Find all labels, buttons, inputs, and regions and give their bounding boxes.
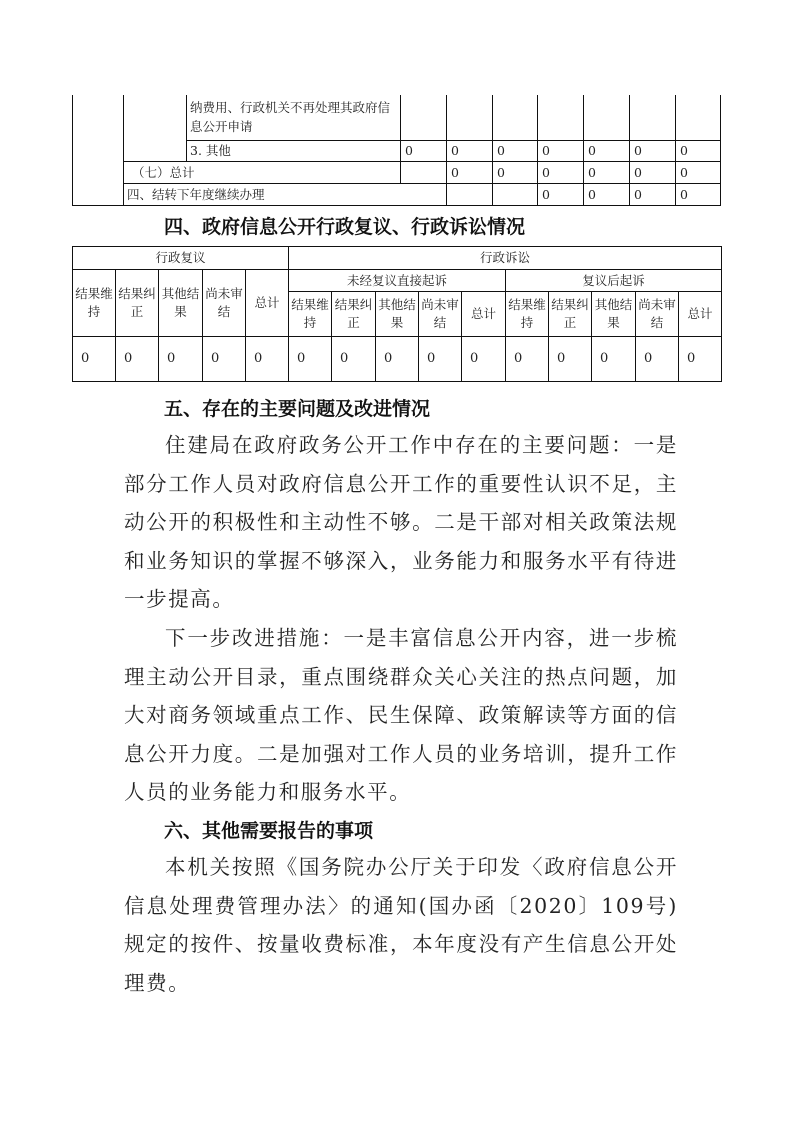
header-suit-after-review: 复议后起诉	[506, 270, 722, 292]
cell-value: 0	[592, 337, 636, 382]
section-6-heading: 六、其他需要报告的事项	[164, 819, 374, 842]
col-header: 结果纠正	[116, 270, 159, 337]
cell-value	[538, 95, 584, 140]
col-header: 其他结果	[159, 270, 203, 337]
cell-value: 0	[447, 161, 493, 183]
cell-value: 0	[246, 337, 289, 382]
cell-value: 0	[538, 183, 584, 205]
col-header: 结果维持	[73, 270, 116, 337]
cell-value: 0	[676, 183, 721, 205]
row-label: （七）总计	[124, 161, 401, 183]
col-header: 尚未审结	[636, 292, 679, 337]
header-admin-litigation: 行政诉讼	[289, 247, 722, 270]
cell-value: 0	[203, 337, 246, 382]
col-header: 总计	[462, 292, 506, 337]
cell-value: 0	[630, 161, 676, 183]
col-header: 总计	[246, 270, 289, 337]
report-body	[124, 396, 678, 1002]
cell-value: 0	[630, 140, 676, 161]
cell-value: 0	[636, 337, 679, 382]
col-header: 其他结果	[376, 292, 419, 337]
header-admin-review: 行政复议	[73, 247, 289, 270]
cell-value: 0	[376, 337, 419, 382]
cell-value: 0	[538, 140, 584, 161]
cell-value: 0	[630, 183, 676, 205]
cell-value: 0	[549, 337, 592, 382]
section-6-paragraph-fees: 本机关按照《国务院办公厅关于印发〈政府信息公开信息处理费管理办法〉的通知(国办函〔2020〕109号)规定的按件、按量收费标准，本年度没有产生信息公开处理费。	[124, 854, 678, 995]
section-5-paragraph-problems: 住建局在政府政务公开工作中存在的主要问题：一是部分工作人员对政府信息公开工作的重要性认识不足，主动公开的积极性和主动性不够。二是干部对相关政策法规和业务知识的掌握不够深入，业务能力和服务水平有待进一步提高。	[124, 433, 678, 612]
cell-value: 0	[493, 161, 538, 183]
cell-value	[401, 161, 447, 183]
cell-value	[447, 183, 493, 205]
cell-value	[584, 95, 630, 140]
cell-value: 0	[679, 337, 722, 382]
col-header: 结果纠正	[332, 292, 376, 337]
cell-value	[493, 183, 538, 205]
cell-value: 0	[506, 337, 549, 382]
row-label: 四、结转下年度继续办理	[124, 183, 447, 205]
table-row	[73, 337, 722, 382]
table-row	[73, 183, 721, 205]
row-label: 纳费用、行政机关不再处理其政府信息公开申请	[187, 95, 401, 140]
cell-value	[630, 95, 676, 140]
col-header: 结果纠正	[549, 292, 592, 337]
cell-value	[447, 95, 493, 140]
review-litigation-table	[72, 246, 722, 382]
table-row	[73, 95, 721, 140]
cell-value: 0	[73, 337, 116, 382]
col-header: 总计	[679, 292, 722, 337]
col-header: 尚未审结	[419, 292, 462, 337]
section-4-heading: 四、政府信息公开行政复议、行政诉讼情况	[164, 216, 526, 238]
col-header: 其他结果	[592, 292, 636, 337]
cell-value: 0	[332, 337, 376, 382]
cell-value	[401, 95, 447, 140]
table-header-row	[73, 270, 722, 292]
cell-value: 0	[676, 140, 721, 161]
cell-value: 0	[401, 140, 447, 161]
row-label: 3. 其他	[187, 140, 401, 161]
cell-value: 0	[538, 161, 584, 183]
blank-cell	[124, 95, 187, 161]
cell-value: 0	[676, 161, 721, 183]
cell-value: 0	[462, 337, 506, 382]
cell-value: 0	[159, 337, 203, 382]
cell-value: 0	[493, 140, 538, 161]
cell-value: 0	[584, 161, 630, 183]
section-5-paragraph-measures: 下一步改进措施：一是丰富信息公开内容，进一步梳理主动公开目录，重点围绕群众关心关注的热点问题，加大对商务领域重点工作、民生保障、政策解读等方面的信息公开力度。二是加强对工作人员的业务培训，提升工作人员的业务能力和服务水平。	[124, 625, 678, 805]
section-5-heading: 五、存在的主要问题及改进情况	[164, 398, 431, 420]
blank-cell	[73, 95, 124, 205]
cell-value: 0	[584, 140, 630, 161]
disclosure-stats-table-continuation	[72, 95, 721, 206]
cell-value: 0	[116, 337, 159, 382]
col-header: 尚未审结	[203, 270, 246, 337]
cell-value: 0	[289, 337, 332, 382]
table-header-row	[73, 247, 722, 270]
col-header: 结果维持	[506, 292, 549, 337]
cell-value: 0	[447, 140, 493, 161]
header-direct-suit: 未经复议直接起诉	[289, 270, 506, 292]
cell-value: 0	[419, 337, 462, 382]
col-header: 结果维持	[289, 292, 332, 337]
table-row	[73, 161, 721, 183]
cell-value	[493, 95, 538, 140]
cell-value: 0	[584, 183, 630, 205]
cell-value	[676, 95, 721, 140]
